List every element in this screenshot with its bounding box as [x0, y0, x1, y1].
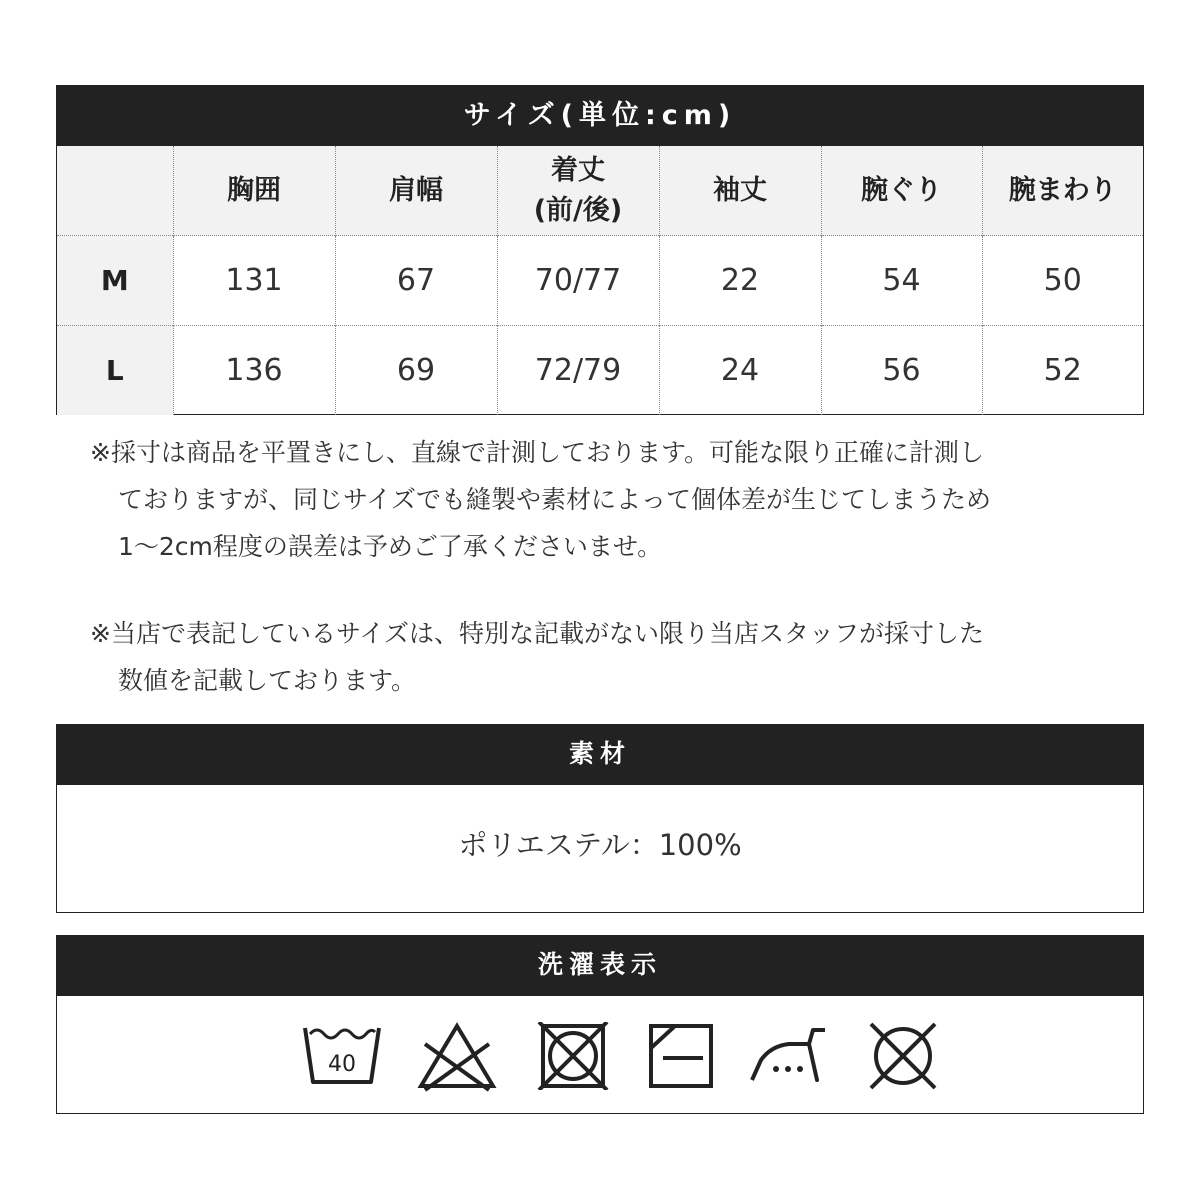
- row-label: L: [57, 326, 173, 416]
- care-section: [56, 935, 1144, 1114]
- no-tumble-dry-icon: [537, 1022, 609, 1090]
- table-cell: 54: [821, 236, 982, 326]
- material-text: ポリエステル：100%: [458, 828, 742, 862]
- table-cell: 50: [982, 236, 1143, 326]
- header-corner: [57, 146, 173, 236]
- note-line: 1〜2cm程度の誤差は予めご了承くださいませ。: [118, 532, 663, 561]
- table-cell: 52: [982, 326, 1143, 416]
- header-arm-circ: 腕まわり: [982, 146, 1143, 236]
- material-title: 素材: [57, 725, 1143, 785]
- wash-40-icon: [302, 1022, 382, 1088]
- wash-temp-label: 40: [328, 1052, 356, 1077]
- measurement-note: [90, 429, 1150, 570]
- header-length-main: 着丈: [551, 154, 605, 186]
- table-cell: 72/79: [497, 326, 659, 416]
- table-cell: 24: [659, 326, 821, 416]
- size-source-note: [90, 610, 1150, 704]
- row-label: M: [57, 236, 173, 326]
- size-table-title: サイズ(単位:cm): [57, 86, 1143, 146]
- table-row: [57, 236, 1143, 326]
- size-table: [57, 146, 1143, 415]
- note-line: 数値を記載しております。: [118, 666, 417, 695]
- note-line: ておりますが、同じサイズでも縫製や素材によって個体差が生じてしまうため: [118, 485, 992, 514]
- size-table-section: [56, 85, 1144, 415]
- flat-dry-shade-icon: [647, 1022, 715, 1090]
- header-length: [497, 146, 659, 236]
- iron-high-icon: [749, 1022, 829, 1088]
- table-cell: 131: [173, 236, 335, 326]
- note-line: ※採寸は商品を平置きにし、直線で計測しております。可能な限り正確に計測し: [90, 438, 984, 467]
- header-length-sub: (前/後): [533, 194, 623, 226]
- header-armhole: 腕ぐり: [821, 146, 982, 236]
- table-cell: 136: [173, 326, 335, 416]
- header-chest: 胸囲: [173, 146, 335, 236]
- table-cell: 67: [335, 236, 497, 326]
- care-icons: [57, 996, 1143, 1113]
- no-dry-clean-icon: [863, 1022, 943, 1090]
- material-section: [56, 724, 1144, 913]
- note-line: ※当店で表記しているサイズは、特別な記載がない限り当店スタッフが採寸した: [90, 619, 984, 648]
- table-cell: 56: [821, 326, 982, 416]
- size-table-header-row: [57, 146, 1143, 236]
- header-shoulder: 肩幅: [335, 146, 497, 236]
- care-title: 洗濯表示: [57, 936, 1143, 996]
- table-row: [57, 326, 1143, 416]
- table-cell: 22: [659, 236, 821, 326]
- table-cell: 69: [335, 326, 497, 416]
- no-bleach-icon: [417, 1022, 497, 1092]
- table-cell: 70/77: [497, 236, 659, 326]
- header-sleeve: 袖丈: [659, 146, 821, 236]
